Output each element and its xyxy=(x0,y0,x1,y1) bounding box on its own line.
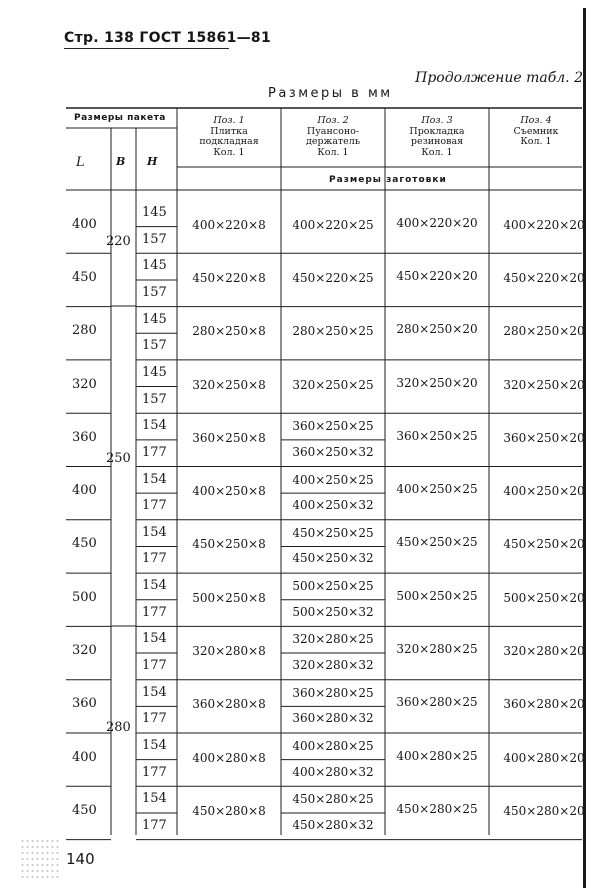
pos3-name-1: Прокладка xyxy=(409,125,465,137)
cell-H-1: 145 xyxy=(142,364,167,380)
cell-L: 400 xyxy=(72,216,97,232)
pos1-name-2: подкладная xyxy=(199,136,259,147)
pos2-qty: Кол. 1 xyxy=(317,146,349,158)
cell-L: 280 xyxy=(72,323,97,339)
cell-L: 450 xyxy=(72,802,97,818)
cell-pos1: 360×250×8 xyxy=(192,430,266,445)
cell-pos1: 320×280×8 xyxy=(192,644,266,659)
pos2-label: Поз. 2 xyxy=(317,115,349,126)
cell-pos4: 320×280×20 xyxy=(503,644,585,659)
cell-pos4: 360×280×20 xyxy=(503,697,585,712)
pos4-name-1: Съемник xyxy=(513,125,559,137)
cell-pos2-b: 450×250×32 xyxy=(292,551,374,566)
cell-pos3: 360×250×25 xyxy=(396,428,478,443)
cell-H-2: 177 xyxy=(142,711,167,727)
cell-pos3: 400×280×25 xyxy=(396,748,478,763)
cell-pos3: 450×250×25 xyxy=(396,535,478,550)
cell-H-1: 154 xyxy=(142,738,167,753)
cell-pos2: 280×250×25 xyxy=(292,324,374,339)
pos1-qty: Кол. 1 xyxy=(213,146,245,158)
cell-H-2: 177 xyxy=(142,551,167,567)
cell-pos4: 450×220×20 xyxy=(503,270,585,285)
pos3-name-2: резиновая xyxy=(410,136,464,147)
pos1-header xyxy=(181,116,277,158)
cell-pos1: 450×220×8 xyxy=(192,270,266,285)
cell-pos1: 450×280×8 xyxy=(192,803,266,818)
dimensions-title: Размеры в мм xyxy=(268,86,393,101)
pos2-header xyxy=(285,116,381,158)
cell-pos2-a: 360×280×25 xyxy=(292,685,374,700)
cell-pos1: 400×220×8 xyxy=(192,217,266,232)
cell-pos2-b: 400×250×32 xyxy=(292,498,374,513)
cell-H-1: 145 xyxy=(142,205,167,220)
b-value-250: 250 xyxy=(106,451,131,466)
pos3-qty: Кол. 1 xyxy=(421,146,453,158)
cell-H-2: 177 xyxy=(142,817,167,833)
cell-pos2-a: 400×280×25 xyxy=(292,739,374,753)
pos3-header xyxy=(389,116,485,158)
cell-pos1: 320×250×8 xyxy=(192,377,266,392)
cell-pos1: 280×250×8 xyxy=(192,324,266,339)
cell-pos1: 500×250×8 xyxy=(192,590,266,605)
cell-pos3: 500×250×25 xyxy=(396,588,478,603)
pos1-name-1: Плитка xyxy=(210,125,248,137)
cell-pos3: 400×220×20 xyxy=(396,215,478,230)
cell-pos1: 400×250×8 xyxy=(192,484,266,499)
pos4-label: Поз. 4 xyxy=(520,115,552,126)
cell-pos3: 320×280×25 xyxy=(396,642,478,657)
table-continuation-note: Продолжение табл. 2 xyxy=(415,70,583,86)
col-header-H: H xyxy=(147,155,158,168)
cell-H-2: 177 xyxy=(142,498,167,514)
cell-H-1: 154 xyxy=(142,684,167,700)
page-header: Стр. 138 ГОСТ 15861—81 xyxy=(64,30,272,46)
pos4-qty: Кол. 1 xyxy=(520,136,552,147)
col-header-B: B xyxy=(116,155,126,168)
cell-pos3: 450×220×20 xyxy=(396,268,478,283)
cell-pos2-a: 360×250×25 xyxy=(292,419,374,434)
cell-pos2-a: 320×280×25 xyxy=(292,632,374,647)
cell-pos4: 400×220×20 xyxy=(503,217,585,232)
cell-pos3: 320×250×20 xyxy=(396,375,478,390)
pos3-label: Поз. 3 xyxy=(421,115,453,126)
cell-H-1: 154 xyxy=(142,578,167,594)
cell-pos2-b: 320×280×32 xyxy=(292,658,374,673)
cell-H-2: 177 xyxy=(142,658,167,674)
cell-L: 500 xyxy=(72,589,97,605)
b-value-280: 280 xyxy=(106,720,131,735)
page-number: 140 xyxy=(66,850,95,868)
cell-H-2: 157 xyxy=(142,338,167,354)
cell-pos2: 320×250×25 xyxy=(292,377,374,392)
cell-H-2: 177 xyxy=(142,764,167,780)
pos2-name-2: держатель xyxy=(305,136,361,147)
cell-pos3: 450×280×25 xyxy=(396,801,478,816)
cell-pos1: 400×280×8 xyxy=(192,750,266,765)
cell-pos4: 320×250×20 xyxy=(503,377,585,392)
cell-pos4: 400×280×20 xyxy=(503,750,585,765)
cell-H-1: 154 xyxy=(142,418,167,434)
cell-H-2: 157 xyxy=(142,391,167,407)
cell-pos2: 400×220×25 xyxy=(292,217,374,232)
cell-H-2: 177 xyxy=(142,604,167,620)
b-value-220: 220 xyxy=(106,234,131,249)
cell-pos2-a: 450×280×25 xyxy=(292,792,374,807)
cell-pos3: 280×250×20 xyxy=(396,322,478,337)
cell-pos4: 450×250×20 xyxy=(503,537,585,552)
cell-L: 450 xyxy=(72,269,97,285)
cell-H-2: 157 xyxy=(142,284,167,300)
cell-pos2-b: 360×250×32 xyxy=(292,444,374,459)
cell-H-1: 145 xyxy=(142,311,167,327)
cell-pos3: 360×280×25 xyxy=(396,695,478,710)
cell-L: 450 xyxy=(72,536,97,552)
cell-L: 400 xyxy=(72,749,97,765)
cell-L: 320 xyxy=(72,376,97,392)
cell-pos2-b: 500×250×32 xyxy=(292,604,374,619)
blank-sizes-subheader: Размеры заготовки xyxy=(329,175,447,185)
cell-L: 400 xyxy=(72,483,97,499)
cell-H-1: 154 xyxy=(142,471,167,487)
cell-H-1: 145 xyxy=(142,258,167,274)
cell-pos2-b: 400×280×32 xyxy=(292,764,374,779)
cell-pos2: 450×220×25 xyxy=(292,270,374,285)
cell-pos2-a: 400×250×25 xyxy=(292,472,374,487)
cell-pos2-a: 450×250×25 xyxy=(292,525,374,540)
scan-noise xyxy=(20,838,60,878)
cell-H-2: 157 xyxy=(142,231,167,247)
cell-L: 360 xyxy=(72,696,97,712)
cell-pos3: 400×250×25 xyxy=(396,482,478,497)
cell-H-1: 154 xyxy=(142,524,167,540)
cell-pos4: 400×250×20 xyxy=(503,484,585,499)
cell-H-1: 154 xyxy=(142,791,167,807)
cell-pos4: 360×250×20 xyxy=(503,430,585,445)
pos1-label: Поз. 1 xyxy=(213,115,245,126)
cell-pos4: 500×250×20 xyxy=(503,590,585,605)
cell-L: 320 xyxy=(72,643,97,659)
cell-H-2: 177 xyxy=(142,444,167,460)
pos4-header xyxy=(492,116,580,148)
cell-pos1: 360×280×8 xyxy=(192,697,266,712)
cell-pos4: 280×250×20 xyxy=(503,324,585,339)
cell-pos2-a: 500×250×25 xyxy=(292,579,374,594)
cell-H-1: 154 xyxy=(142,631,167,647)
cell-pos4: 450×280×20 xyxy=(503,803,585,818)
pos2-name-1: Пуансоно- xyxy=(306,125,360,137)
cell-pos2-b: 360×280×32 xyxy=(292,711,374,726)
cell-pos1: 450×250×8 xyxy=(192,537,266,552)
col-header-L: L xyxy=(76,155,85,170)
group-header: Размеры пакета xyxy=(74,113,166,123)
cell-L: 360 xyxy=(72,429,97,445)
cell-pos2-b: 450×280×32 xyxy=(292,817,374,832)
